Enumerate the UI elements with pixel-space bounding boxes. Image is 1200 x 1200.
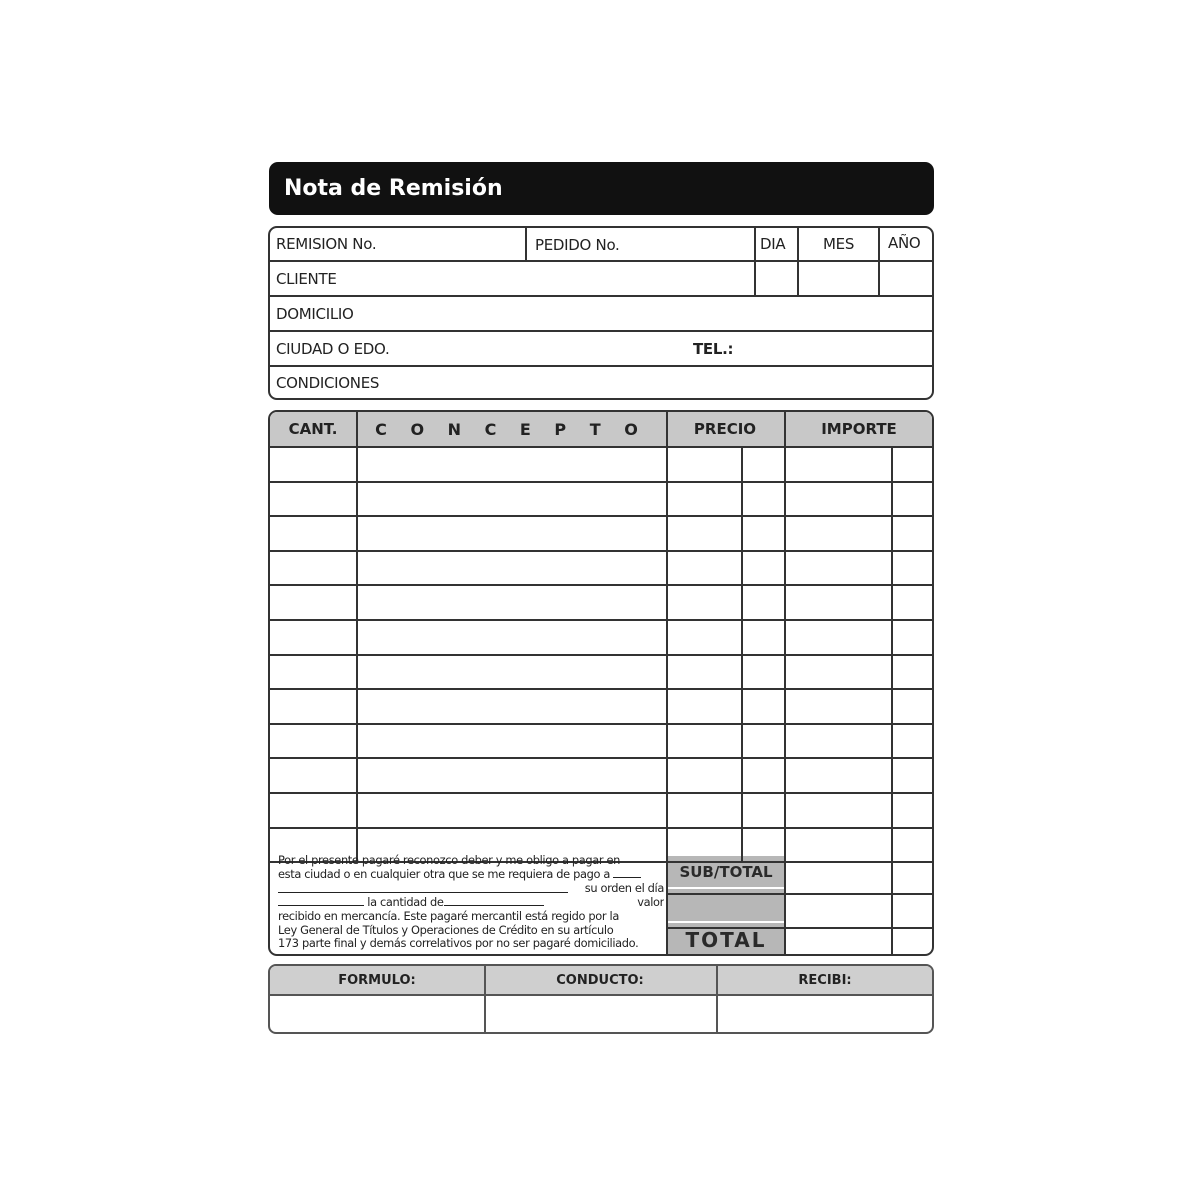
tel-label: TEL.: — [693, 340, 734, 358]
pagare-line: Por el presente pagaré reconozco deber y me obligo a pagar en — [278, 854, 621, 867]
remision-number-label: REMISION No. — [276, 235, 377, 253]
pagare-line — [278, 868, 664, 882]
table-row-line — [270, 584, 934, 586]
table-row-line — [270, 757, 934, 759]
table-column-line — [784, 412, 786, 956]
blank-line — [444, 905, 544, 906]
header-fields-box — [268, 226, 934, 400]
column-header-concepto: C O N C E P T O — [356, 412, 666, 448]
header-divider — [270, 260, 932, 262]
header-divider — [754, 228, 756, 296]
header-divider — [797, 228, 799, 296]
column-header-precio: PRECIO — [666, 412, 784, 448]
table-row-line — [270, 481, 934, 483]
table-column-line — [741, 446, 743, 861]
header-divider — [878, 228, 880, 296]
table-row-line — [270, 723, 934, 725]
total-label: TOTAL — [668, 923, 784, 956]
signature-box — [268, 964, 934, 1034]
blank-line — [613, 877, 641, 878]
page-title: Nota de Remisión — [269, 162, 934, 215]
table-row-line — [270, 827, 934, 829]
conducto-label: CONDUCTO: — [484, 966, 716, 996]
column-header-importe: IMPORTE — [784, 412, 934, 448]
table-row-line — [666, 893, 934, 895]
table-column-line — [891, 446, 893, 956]
pagare-line — [278, 896, 664, 910]
cliente-label: CLIENTE — [276, 270, 337, 288]
table-row-line — [270, 654, 934, 656]
formulo-label: FORMULO: — [270, 966, 484, 996]
pagare-line-text: su orden el día — [584, 880, 664, 895]
pagare-text — [278, 854, 664, 954]
table-column-line — [356, 412, 358, 861]
pagare-line: Ley General de Títulos y Operaciones de Crédito en su artículo — [278, 922, 614, 937]
header-divider — [525, 228, 527, 261]
ciudad-label: CIUDAD O EDO. — [276, 340, 390, 358]
signature-divider — [716, 966, 718, 1034]
pagare-line — [278, 882, 664, 896]
pagare-line: 173 parte final y demás correlativos por no ser pagaré domiciliado. — [278, 936, 639, 951]
pagare-line-text: la cantidad de — [367, 894, 444, 909]
pagare-line-text: valor — [637, 894, 664, 909]
table-row-line — [270, 550, 934, 552]
table-row-line — [270, 619, 934, 621]
pagare-line: recibido en mercancía. Este pagaré mercantil está regido por la — [278, 908, 619, 923]
blank-line — [278, 892, 568, 893]
subtotal-label: SUB/TOTAL — [668, 856, 784, 887]
table-row-line — [270, 688, 934, 690]
header-divider — [270, 295, 932, 297]
table-row-line — [270, 792, 934, 794]
pagare-line-text: esta ciudad o en cualquier otra que se me requiera de pago a — [278, 866, 611, 881]
table-row-line — [270, 515, 934, 517]
header-divider — [270, 330, 932, 332]
signature-divider — [484, 966, 486, 1034]
anio-label: AÑO — [888, 234, 921, 252]
table-row-line — [666, 927, 934, 929]
dia-label: DIA — [760, 235, 786, 253]
pedido-number-label: PEDIDO No. — [535, 236, 620, 254]
condiciones-label: CONDICIONES — [276, 374, 380, 392]
domicilio-label: DOMICILIO — [276, 305, 354, 323]
column-header-cant: CANT. — [270, 412, 356, 448]
header-divider — [270, 365, 932, 367]
blank-line — [278, 905, 364, 906]
mes-label: MES — [823, 235, 855, 253]
recibi-label: RECIBI: — [716, 966, 934, 996]
table-column-line — [666, 412, 668, 956]
